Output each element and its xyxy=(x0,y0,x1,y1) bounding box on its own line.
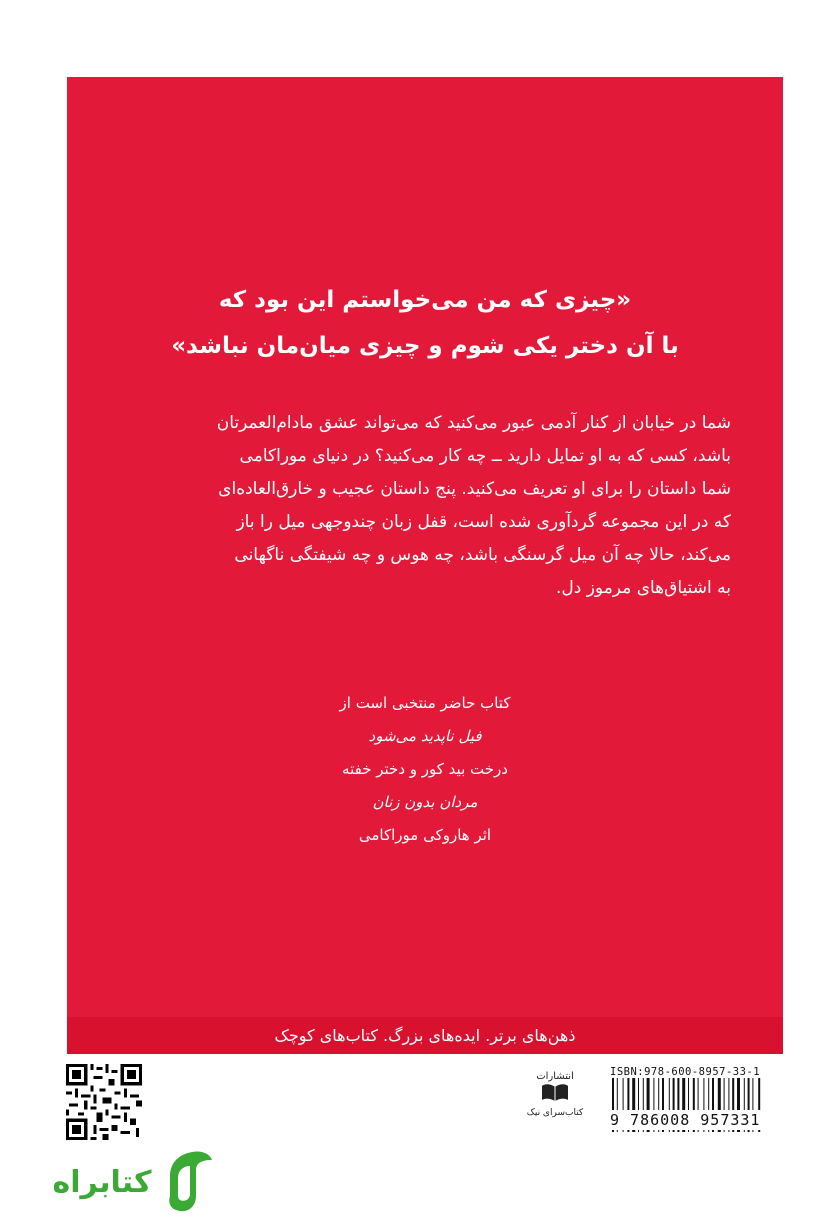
paragraph-line: شما در خیابان از کنار آدمی عبور می‌کنید که می‌تواند عشق مادام‌العمرتان xyxy=(216,413,731,433)
paragraph-line: شما داستان را برای او تعریف می‌کنید. پنج داستان عجیب و خارق‌العاده‌ای xyxy=(218,479,731,499)
brand-logo xyxy=(40,1146,215,1218)
publisher-label: انتشارات xyxy=(536,1071,574,1082)
book-icon xyxy=(540,1083,570,1103)
contents-intro: کتاب حاضر منتخبی است از xyxy=(339,694,511,712)
paragraph-line: باشد، کسی که به او تمایل دارید ــ چه کار می‌کنید؟ در دنیای موراکامی xyxy=(239,446,731,466)
description-paragraph xyxy=(119,407,731,605)
brand-name: کتابراه xyxy=(52,1165,152,1200)
qr-code-icon xyxy=(66,1064,142,1140)
barcode-number: 9 786008 957331 xyxy=(610,1110,788,1130)
contents-title: فیل ناپدید می‌شود xyxy=(368,727,482,745)
back-cover xyxy=(67,77,783,1054)
publisher-logo xyxy=(520,1070,590,1132)
publisher-name: کتاب‌سرای نیک xyxy=(526,1108,584,1118)
paragraph-line: می‌کند، حالا چه آن میل گرسنگی باشد، چه هوس و چه شیفتگی ناگهانی xyxy=(234,545,731,565)
contents-author: اثر هاروکی موراکامی xyxy=(358,826,492,844)
quote-line-1: «چیزی که من می‌خواستم این بود که xyxy=(218,287,632,313)
isbn-text: ISBN:978-600-8957-33-1 xyxy=(610,1066,761,1078)
contents-title: مردان بدون زنان xyxy=(372,793,478,811)
slogan-band: ذهن‌های برتر. ایده‌های بزرگ. کتاب‌های کوچک xyxy=(67,1017,783,1054)
footer xyxy=(0,1054,840,1200)
paragraph-line: به اشتیاق‌های مرموز دل. xyxy=(555,578,731,598)
paragraph-line: که در این مجموعه گردآوری شده است، قفل زبان چندوجهی میل را باز xyxy=(236,512,731,532)
quote-line-2: با آن دختر یکی شوم و چیزی میان‌مان نباشد» xyxy=(171,333,679,359)
cover-quote xyxy=(67,277,783,369)
contents-list xyxy=(67,687,783,852)
contents-title: درخت بید کور و دختر خفته xyxy=(342,760,508,778)
